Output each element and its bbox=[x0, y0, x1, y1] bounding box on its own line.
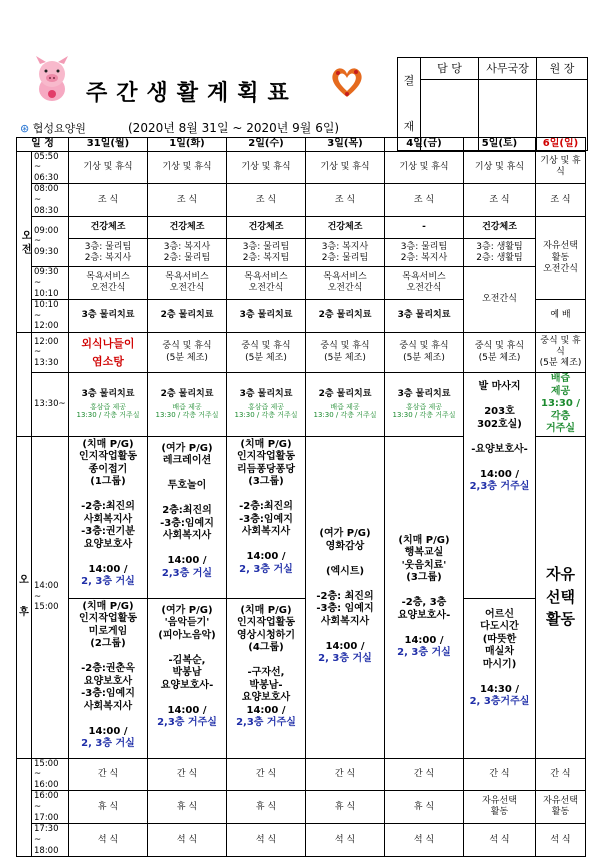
day-thu: 3일(목) bbox=[306, 138, 385, 152]
cell: 석 식 bbox=[148, 824, 227, 857]
cell: 목욕서비스 오전간식 bbox=[69, 267, 148, 300]
program-location: 2, 3층 거실 bbox=[81, 738, 135, 749]
cell: 기상 및 휴식 bbox=[536, 151, 586, 184]
cell bbox=[306, 373, 385, 437]
juice-note: 홍삼즙 제공 13:30 / 각층 거주실 bbox=[76, 403, 140, 420]
cell-wed-pg1 bbox=[227, 436, 306, 598]
cell: 조 식 bbox=[385, 184, 464, 217]
cell: 3층: 생활팀 2층: 생활팀 bbox=[464, 239, 536, 267]
row-0550 bbox=[17, 151, 586, 184]
program-location: 2, 3층거주실 bbox=[469, 696, 530, 707]
cell-outing: 외식나들이 염소탕 bbox=[69, 333, 148, 373]
juice-note: 배즙 제공 13:30 / 각층 거주실 bbox=[155, 403, 219, 420]
program-location: 2,3층 거실 bbox=[161, 567, 213, 579]
cell: 석 식 bbox=[464, 824, 536, 857]
therapy-label: 2층 물리치료 bbox=[160, 389, 214, 400]
cell: 중식 및 휴식 (5분 체조) bbox=[385, 333, 464, 373]
cell-tue-pg2 bbox=[148, 598, 227, 758]
row-1600 bbox=[17, 791, 586, 824]
cell: 휴 식 bbox=[306, 791, 385, 824]
time-1200: 12:00 ~ 13:30 bbox=[32, 333, 69, 373]
cell: 조 식 bbox=[227, 184, 306, 217]
cell-sun-worship: 예 배 bbox=[536, 300, 586, 333]
cell: 중식 및 휴식 (5분 체조) bbox=[148, 333, 227, 373]
row-1400b bbox=[17, 598, 586, 758]
day-wed: 2일(수) bbox=[227, 138, 306, 152]
cell: 조 식 bbox=[69, 184, 148, 217]
therapy-label: 3층 물리치료 bbox=[81, 389, 135, 400]
cell: 기상 및 휴식 bbox=[227, 151, 306, 184]
cell: 조 식 bbox=[148, 184, 227, 217]
time-1600: 16:00 ~ 17:00 bbox=[32, 791, 69, 824]
cell: 3층 물리치료 bbox=[385, 300, 464, 333]
cell: - bbox=[385, 217, 464, 239]
cell: 조 식 bbox=[464, 184, 536, 217]
cell: 자유선택 활동 bbox=[536, 791, 586, 824]
cell-sat-snack: 오전간식 bbox=[464, 267, 536, 333]
cell: 기상 및 휴식 bbox=[148, 151, 227, 184]
cell: 3층 물리치료 bbox=[69, 300, 148, 333]
program-text: 어르신 다도시간 (따뜻한 매실차 마시기) 14:30 / bbox=[480, 608, 519, 695]
cell: 자유선택 활동 bbox=[464, 791, 536, 824]
cell-mon-pg2 bbox=[69, 598, 148, 758]
cell-mon-pg1 bbox=[69, 436, 148, 598]
time-0930: 09:30 ~ 10:10 bbox=[32, 267, 69, 300]
cell: 3층: 복지사 2층: 물리팀 bbox=[148, 239, 227, 267]
date-period: (2020년 8월 31일 ~ 2020년 9월 6일) bbox=[128, 121, 340, 135]
cell: 간 식 bbox=[536, 758, 586, 791]
cell: 간 식 bbox=[385, 758, 464, 791]
program-text: (치매 P/G) 행복교실 '웃음치료' (3그룹) -2층, 3층 요양보호사- 14:00 / bbox=[397, 534, 451, 646]
cell: 3층: 물리팀 2층: 복지사 bbox=[385, 239, 464, 267]
header-row bbox=[17, 138, 586, 152]
cell: 석 식 bbox=[306, 824, 385, 857]
cell-thu-pg bbox=[306, 436, 385, 758]
page-title: 주간생활계획표 bbox=[86, 81, 298, 106]
cell: 석 식 bbox=[385, 824, 464, 857]
time-1400: 14:00 ~ 15:00 bbox=[32, 436, 69, 758]
weekly-schedule-table bbox=[16, 137, 586, 857]
program-location: 2, 3층 거실 bbox=[397, 647, 451, 658]
organization-name bbox=[20, 120, 86, 136]
cell: 건강체조 bbox=[306, 217, 385, 239]
cell: 건강체조 bbox=[69, 217, 148, 239]
juice-note: 홍삼즙 제공 13:30 / 각층 거주실 bbox=[392, 403, 456, 420]
cell-wed-pg2 bbox=[227, 598, 306, 758]
schedule-header: 일 정 bbox=[17, 138, 69, 152]
cell: 기상 및 휴식 bbox=[385, 151, 464, 184]
cell: 건강체조 bbox=[227, 217, 306, 239]
cell: 3층: 복지사 2층: 물리팀 bbox=[306, 239, 385, 267]
cell bbox=[227, 373, 306, 437]
time-0800: 08:00 ~ 08:30 bbox=[32, 184, 69, 217]
juice-note: 홍삼즙 제공 13:30 / 각층 거주실 bbox=[234, 403, 298, 420]
cell: 석 식 bbox=[227, 824, 306, 857]
cell: 목욕서비스 오전간식 bbox=[306, 267, 385, 300]
cell: 간 식 bbox=[227, 758, 306, 791]
cell bbox=[385, 373, 464, 437]
cell: 목욕서비스 오전간식 bbox=[385, 267, 464, 300]
cell-fri-pg bbox=[385, 436, 464, 758]
cell: 기상 및 휴식 bbox=[306, 151, 385, 184]
day-mon: 31일(월) bbox=[69, 138, 148, 152]
approval-col-director: 원 장 bbox=[537, 58, 588, 80]
row-1330 bbox=[17, 373, 586, 437]
cell-sun-juice: 배즙 제공 13:30 / 각층 거주실 bbox=[536, 373, 586, 437]
cell: 목욕서비스 오전간식 bbox=[227, 267, 306, 300]
spacer-pm-bottom bbox=[17, 758, 32, 857]
time-0550: 05:50 ~ 06:30 bbox=[32, 151, 69, 184]
cell: 3층: 물리팀 2층: 복지팀 bbox=[227, 239, 306, 267]
row-0930 bbox=[17, 267, 586, 300]
approval-col-staff: 담 당 bbox=[421, 58, 479, 80]
cell: 간 식 bbox=[148, 758, 227, 791]
cell-sun-morning: 자유선택 활동 오전간식 bbox=[536, 217, 586, 300]
cell: 석 식 bbox=[536, 824, 586, 857]
cell: 기상 및 휴식 bbox=[464, 151, 536, 184]
juice-note: 배즙 제공 13:30 / 각층 거주실 bbox=[313, 403, 377, 420]
approval-side-label: 결 재 bbox=[398, 58, 421, 151]
period-am: 오 전 bbox=[17, 151, 32, 333]
row-0900 bbox=[17, 217, 586, 239]
cell-sat-foot-massage bbox=[464, 373, 536, 599]
cell: 중식 및 휴식 (5분 체조) bbox=[464, 333, 536, 373]
program-text: (치매 P/G) 인지작업활동 영상시청하기 (4그룹) -구자선, 박봉남- 요양보호사 14:00 / bbox=[237, 604, 295, 716]
program-location: 2, 3층 거실 bbox=[81, 576, 135, 587]
row-1730 bbox=[17, 824, 586, 857]
row-0900b bbox=[17, 239, 586, 267]
org-label: 협성요양원 bbox=[32, 122, 86, 135]
time-1330: 13:30~ bbox=[32, 373, 69, 437]
therapy-label: 3층 물리치료 bbox=[239, 389, 293, 400]
cell: 3층: 물리팀 2층: 복지사 bbox=[69, 239, 148, 267]
program-location: 2,3층 거주실 bbox=[236, 717, 296, 728]
cell: 간 식 bbox=[69, 758, 148, 791]
program-text: (치매 P/G) 인지작업활동 미로게임 (2그룹) -2층:권춘옥 요양보호사 -3층:임예지 사회복지사 14:00 / bbox=[79, 600, 137, 737]
program-location: 2, 3층 거실 bbox=[239, 563, 293, 575]
therapy-label: 3층 물리치료 bbox=[397, 389, 451, 400]
time-1010: 10:10 ~ 12:00 bbox=[32, 300, 69, 333]
day-sun: 6일(일) bbox=[536, 138, 586, 152]
cell: 휴 식 bbox=[148, 791, 227, 824]
cell: 기상 및 휴식 bbox=[69, 151, 148, 184]
cell: 석 식 bbox=[69, 824, 148, 857]
cell: 조 식 bbox=[306, 184, 385, 217]
flower-heart-icon bbox=[330, 64, 364, 100]
cell bbox=[69, 373, 148, 437]
cell: 건강체조 bbox=[148, 217, 227, 239]
program-text: (여가 P/G) 영화감상 (엑시트) -2층: 최진의 -3층: 임예지 사회복지사 14:00 / bbox=[316, 528, 374, 652]
spacer-pm-top bbox=[17, 333, 32, 437]
day-tue: 1일(화) bbox=[148, 138, 227, 152]
program-text: (치매 P/G) 인지작업활동 종이접기 (1그룹) -2층:최진의 사회복지사 -3층:권기분 요양보호사 14:00 / bbox=[79, 438, 137, 575]
cell: 3층 물리치료 bbox=[227, 300, 306, 333]
time-0900: 09:00 ~ 09:30 bbox=[32, 217, 69, 267]
row-0800 bbox=[17, 184, 586, 217]
cell: 휴 식 bbox=[69, 791, 148, 824]
program-location: 2,3층 거주실 bbox=[157, 717, 217, 728]
cell: 중식 및 휴식 (5분 체조) bbox=[306, 333, 385, 373]
cell: 목욕서비스 오전간식 bbox=[148, 267, 227, 300]
program-text: (여가 P/G) 레크레이션 투호놀이 2층:최진의 -3층:임예지 사회복지사 14:00 / bbox=[160, 442, 214, 566]
time-1730: 17:30 ~ 18:00 bbox=[32, 824, 69, 857]
time-1500: 15:00 ~ 16:00 bbox=[32, 758, 69, 791]
cell-sat-tea-time bbox=[464, 598, 536, 758]
period-pm: 오 후 bbox=[17, 436, 32, 758]
cell: 조 식 bbox=[536, 184, 586, 217]
cell: 중식 및 휴식 (5분 체조) bbox=[227, 333, 306, 373]
program-text: (치매 P/G) 인지작업활동 리듬퐁당퐁당 (3그룹) -2층:최진의 -3층:임예지 사회복지사 14:00 / bbox=[237, 438, 295, 562]
cell bbox=[148, 373, 227, 437]
program-text: (여가 P/G) '음악듣기' (피아노음악) -김복순, 박봉남 요양보호사- 14:00 / bbox=[158, 604, 216, 716]
cell: 간 식 bbox=[306, 758, 385, 791]
therapy-label: 2층 물리치료 bbox=[318, 389, 372, 400]
cell-sun-free-activity: 자유 선택 활동 bbox=[536, 436, 586, 758]
cell: 휴 식 bbox=[385, 791, 464, 824]
cell: 건강체조 bbox=[464, 217, 536, 239]
cell-tue-pg1 bbox=[148, 436, 227, 598]
program-location: 2, 3층 거실 bbox=[318, 653, 372, 665]
row-1200 bbox=[17, 333, 586, 373]
cell: 간 식 bbox=[464, 758, 536, 791]
org-logo-icon: ⊛ bbox=[20, 122, 30, 135]
program-text: 발 마사지 203호 302호실) -요양보호사- 14:00 / bbox=[471, 381, 528, 480]
day-sat: 5일(토) bbox=[464, 138, 536, 152]
program-location: 2,3층 거주실 bbox=[469, 481, 530, 492]
cell: 2층 물리치료 bbox=[306, 300, 385, 333]
approval-col-office: 사무국장 bbox=[479, 58, 537, 80]
cell: 중식 및 휴식 (5분 체조) bbox=[536, 333, 586, 373]
row-1500 bbox=[17, 758, 586, 791]
cell: 휴 식 bbox=[227, 791, 306, 824]
cell: 2층 물리치료 bbox=[148, 300, 227, 333]
day-fri: 4일(금) bbox=[385, 138, 464, 152]
pig-mascot-icon bbox=[30, 56, 74, 104]
